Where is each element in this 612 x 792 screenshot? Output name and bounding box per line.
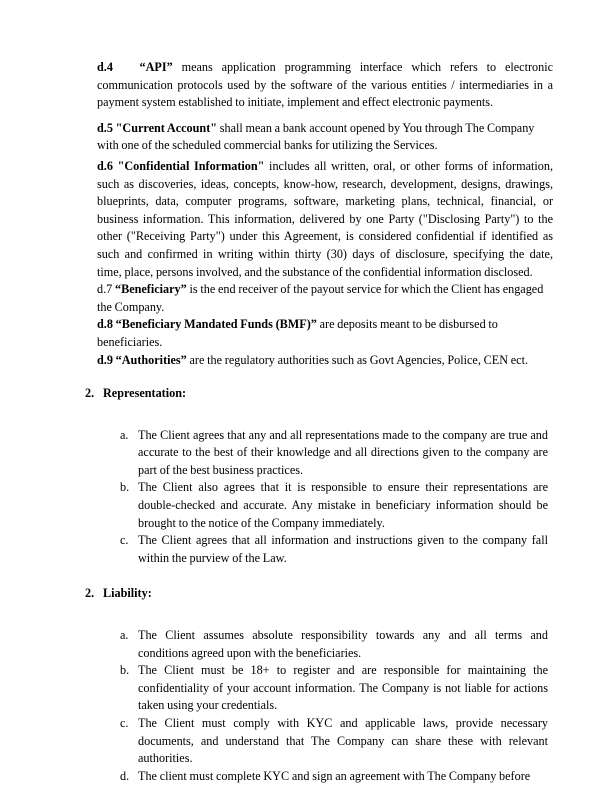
item-letter: b.: [120, 663, 130, 678]
section-title: Representation:: [103, 386, 187, 401]
text-line: [97, 281, 553, 299]
item-text: [138, 715, 548, 768]
list-item: [120, 532, 558, 567]
text-line: [138, 697, 548, 715]
text-line: [97, 211, 553, 229]
text-run-bold: d.9 “Authorities”: [97, 352, 187, 367]
text-line: [97, 176, 553, 194]
text-run: The Client assumes absolute responsibility towards any and all terms and: [138, 628, 548, 643]
text-run-bold: “Beneficiary”: [114, 282, 187, 297]
text-run: d.7: [97, 282, 115, 297]
text-line: [138, 733, 548, 751]
text-run: The client must complete KYC and sign an agreement with The Company before: [138, 768, 531, 783]
section-number: 2.: [85, 386, 95, 401]
item-text: [138, 627, 548, 662]
text-line: [97, 352, 553, 370]
text-run: brought to the notice of the Company immediately.: [138, 515, 385, 530]
definition-d5: [97, 120, 553, 155]
text-line: [138, 444, 548, 462]
text-line: [97, 246, 553, 264]
text-line: [138, 768, 548, 786]
text-run: accurate to the best of their knowledge and all directions given to the company are: [138, 445, 548, 460]
text-line: [97, 334, 553, 352]
page-content: [85, 59, 558, 785]
text-run-bold: d.4 “API”: [97, 60, 173, 74]
text-line: [138, 715, 548, 733]
item-text: [138, 427, 548, 480]
item-letter: c.: [120, 716, 129, 730]
text-line: [97, 316, 553, 334]
text-run: part of the best business practices.: [138, 462, 304, 477]
item-letter: c.: [120, 533, 129, 548]
text-line: [97, 94, 553, 112]
text-run: The Client must comply with KYC and applicable laws, provide necessary: [138, 716, 548, 730]
text-run: are deposits meant to be disbursed to: [316, 317, 498, 332]
section-heading-liability: [85, 585, 558, 603]
text-run: conditions agreed upon with the beneficiaries.: [138, 645, 362, 660]
text-line: [97, 264, 553, 282]
item-letter: a.: [120, 628, 129, 643]
definition-d7: [97, 281, 553, 316]
definition-d8: [97, 316, 553, 351]
text-run: documents, and understand that The Company can share these with relevant: [138, 733, 548, 748]
text-line: [138, 627, 548, 645]
text-line: [138, 550, 548, 568]
text-run: The Client agrees that any and all representations made to the company are true and: [138, 427, 548, 442]
text-line: [138, 479, 548, 497]
text-line: [138, 645, 548, 663]
text-line: [97, 137, 553, 155]
definition-d4: [97, 59, 553, 112]
text-run-bold: d.6 "Confidential Information": [97, 158, 265, 173]
section-heading-representation: [85, 385, 558, 403]
text-run: are the regulatory authorities such as Govt Agencies, Police, CEN ect.: [186, 352, 528, 367]
text-run: business information. This information, delivered by one Party ("Disclosing Party") to the: [97, 211, 553, 226]
text-run: blueprints, data, computer programs, software, marketing plans, technical, financial, or: [97, 194, 553, 209]
text-run: confidentiality of your account information. The Company is not liable for actions: [138, 680, 548, 695]
text-run: is the end receiver of the payout service for which the Client has engaged: [186, 282, 544, 297]
text-run: The Client also agrees that it is responsible to ensure their representations are: [138, 480, 548, 495]
text-run: time, place, persons involved, and the substance of the confidential information disclosed.: [97, 264, 533, 279]
definition-d6: [97, 158, 553, 281]
text-run: The Client must be 18+ to register and are responsible for maintaining the: [138, 663, 548, 678]
item-letter: b.: [120, 480, 130, 495]
text-line: [97, 158, 553, 176]
text-run-bold: d.8 “Beneficiary Mandated Funds (BMF)”: [97, 317, 317, 332]
text-run: the Company.: [97, 299, 165, 314]
text-run: authorities.: [138, 751, 193, 766]
text-line: [97, 228, 553, 246]
list-item: [120, 627, 558, 662]
item-letter: a.: [120, 427, 129, 442]
list-item: [120, 662, 558, 715]
text-line: [138, 750, 548, 768]
section-number: 2.: [85, 586, 95, 601]
text-line: [138, 515, 548, 533]
item-letter: d.: [120, 768, 130, 783]
text-run: such and confirmed in writing within thirty (30) days of disclosure, specifying the date,: [97, 246, 553, 261]
liability-list: [85, 627, 558, 785]
text-line: [97, 77, 553, 95]
definition-d9: [97, 352, 553, 370]
text-run: such as discoveries, ideas, concepts, know-how, research, development, designs, drawings,: [97, 176, 553, 191]
text-line: [97, 59, 553, 77]
text-run: beneficiaries.: [97, 334, 163, 349]
text-run: with one of the scheduled commercial banks for utilizing the Services.: [97, 138, 438, 153]
text-line: [138, 680, 548, 698]
text-run: The Client agrees that all information and instructions given to the company fall: [138, 533, 548, 548]
item-text: [138, 662, 548, 715]
text-run-bold: d.5 "Current Account": [97, 120, 218, 135]
list-item: [120, 768, 558, 786]
text-line: [97, 299, 553, 317]
item-text: [138, 768, 548, 786]
text-line: [138, 427, 548, 445]
text-run: shall mean a bank account opened by You through The Company: [217, 120, 535, 135]
text-run: other ("Receiving Party") under this Agreement, is considered confidential if identified as: [97, 229, 553, 244]
text-line: [138, 532, 548, 550]
list-item: [120, 479, 558, 532]
text-line: [138, 462, 548, 480]
text-line: [138, 662, 548, 680]
text-line: [97, 120, 553, 138]
section-title: Liability:: [103, 586, 152, 601]
text-run: taken using your credentials.: [138, 698, 278, 713]
text-run: includes all written, oral, or other forms of information,: [264, 158, 553, 173]
text-run: payment system established to initiate, implement and effect electronic payments.: [97, 95, 494, 110]
item-text: [138, 532, 548, 567]
text-run: means application programming interface which refers to electronic: [172, 60, 553, 74]
text-line: [97, 193, 553, 211]
list-item: [120, 427, 558, 480]
text-run: double-checked and accurate. Any mistake in beneficiary information should be: [138, 498, 548, 513]
text-line: [138, 497, 548, 515]
item-text: [138, 479, 548, 532]
list-item: [120, 715, 558, 768]
representation-list: [85, 427, 558, 568]
text-run: within the purview of the Law.: [138, 550, 287, 565]
text-run: communication protocols used by the software of the various entities / intermediaries in a: [97, 77, 553, 92]
